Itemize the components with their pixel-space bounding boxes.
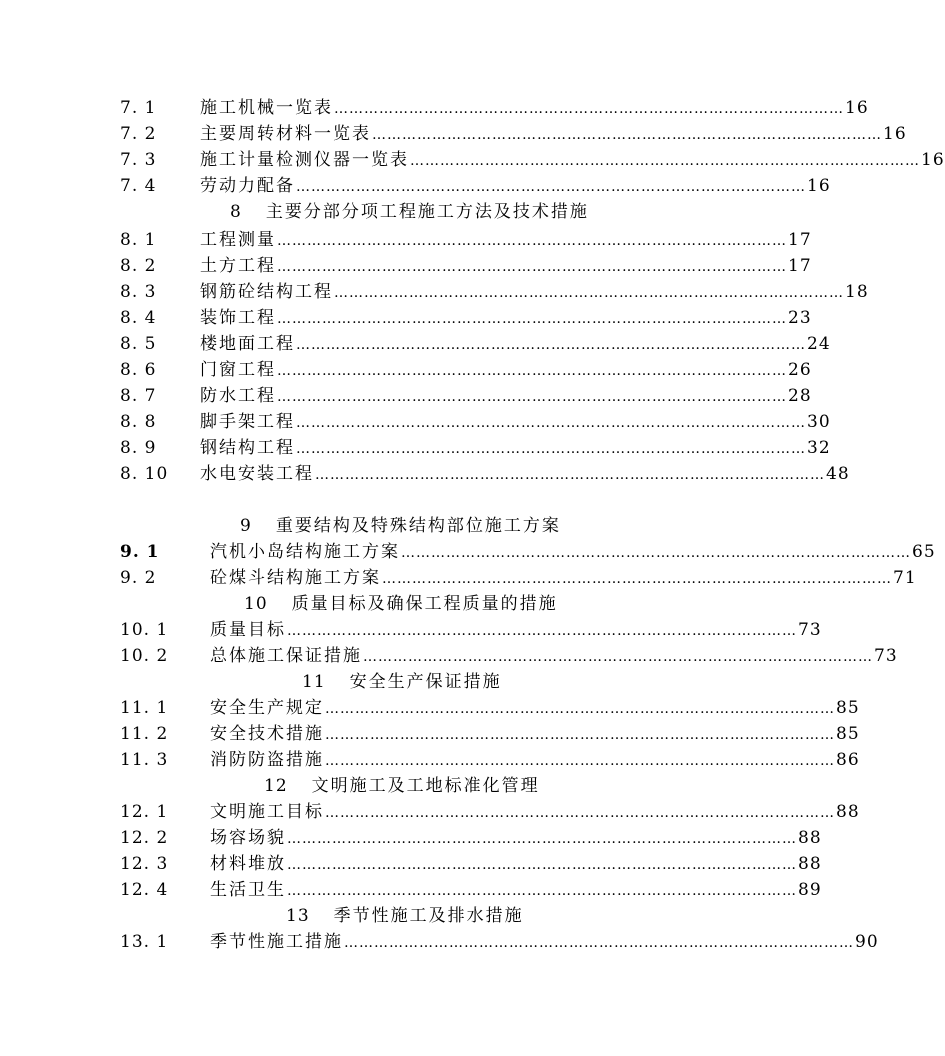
entry-number: 10. 1	[120, 620, 169, 640]
entry-title: 钢结构工程	[200, 438, 295, 458]
entry-title: 施工机械一览表	[200, 98, 333, 118]
section-heading[interactable]	[240, 514, 561, 538]
toc-entry[interactable]	[120, 878, 822, 902]
entry-title: 场容场貌	[210, 828, 286, 848]
entry-page: 86	[836, 750, 860, 770]
entry-page: 24	[807, 334, 831, 354]
dot-leader: …………………………………………………………………………………………	[287, 857, 797, 873]
toc-entry[interactable]	[120, 174, 831, 198]
toc-entry[interactable]	[120, 462, 850, 486]
entry-title: 文明施工目标	[210, 802, 324, 822]
entry-page: 30	[807, 412, 831, 432]
entry-number: 8. 3	[120, 282, 157, 302]
dot-leader: …………………………………………………………………………………………	[296, 337, 806, 353]
entry-number: 11. 1	[120, 698, 169, 718]
toc-entry[interactable]	[120, 618, 822, 642]
section-heading[interactable]	[302, 670, 502, 694]
entry-title: 劳动力配备	[200, 176, 295, 196]
entry-title: 季节性施工措施	[210, 932, 343, 952]
toc-entry[interactable]	[120, 96, 869, 120]
toc-entry[interactable]	[120, 436, 831, 460]
dot-leader: …………………………………………………………………………………………	[287, 623, 797, 639]
entry-title: 水电安装工程	[200, 464, 314, 484]
entry-title: 楼地面工程	[200, 334, 295, 354]
entry-number: 7. 1	[120, 98, 157, 118]
toc-entry[interactable]	[120, 852, 822, 876]
entry-page: 16	[807, 176, 831, 196]
entry-page: 32	[807, 438, 831, 458]
entry-title: 安全生产规定	[210, 698, 324, 718]
dot-leader: …………………………………………………………………………………………	[334, 101, 844, 117]
heading-number: 8	[230, 202, 242, 222]
dot-leader: …………………………………………………………………………………………	[296, 441, 806, 457]
dot-leader: …………………………………………………………………………………………	[315, 467, 825, 483]
dot-leader: …………………………………………………………………………………………	[287, 831, 797, 847]
toc-entry[interactable]	[120, 826, 822, 850]
dot-leader: …………………………………………………………………………………………	[410, 153, 920, 169]
heading-number: 13	[286, 906, 310, 926]
entry-page: 26	[788, 360, 812, 380]
entry-number: 13. 1	[120, 932, 169, 952]
section-heading[interactable]	[230, 200, 589, 224]
entry-title: 砼煤斗结构施工方案	[210, 568, 381, 588]
entry-page: 88	[836, 802, 860, 822]
section-heading[interactable]	[286, 904, 524, 928]
dot-leader: …………………………………………………………………………………………	[372, 127, 882, 143]
heading-number: 11	[302, 672, 326, 692]
entry-page: 71	[893, 568, 917, 588]
entry-number: 7. 3	[120, 150, 157, 170]
entry-title: 土方工程	[200, 256, 276, 276]
toc-entry[interactable]	[120, 254, 812, 278]
toc-entry[interactable]	[120, 306, 812, 330]
entry-title: 施工计量检测仪器一览表	[200, 150, 409, 170]
dot-leader: …………………………………………………………………………………………	[344, 935, 854, 951]
entry-number: 12. 4	[120, 880, 169, 900]
dot-leader: …………………………………………………………………………………………	[277, 363, 787, 379]
entry-number: 8. 6	[120, 360, 157, 380]
entry-page: 85	[836, 698, 860, 718]
entry-number: 8. 2	[120, 256, 157, 276]
entry-number: 12. 1	[120, 802, 169, 822]
entry-number: 8. 5	[120, 334, 157, 354]
toc-entry[interactable]	[120, 280, 869, 304]
dot-leader: …………………………………………………………………………………………	[277, 389, 787, 405]
dot-leader: …………………………………………………………………………………………	[401, 545, 911, 561]
heading-title: 安全生产保证措施	[349, 672, 502, 692]
entry-number: 8. 8	[120, 412, 157, 432]
toc-entry[interactable]	[120, 566, 917, 590]
entry-number: 8. 10	[120, 464, 169, 484]
toc-entry[interactable]	[120, 228, 812, 252]
entry-title: 脚手架工程	[200, 412, 295, 432]
dot-leader: …………………………………………………………………………………………	[325, 805, 835, 821]
dot-leader: …………………………………………………………………………………………	[325, 701, 835, 717]
entry-title: 钢筋砼结构工程	[200, 282, 333, 302]
entry-page: 18	[845, 282, 869, 302]
heading-title: 主要分部分项工程施工方法及技术措施	[265, 202, 589, 222]
toc-entry[interactable]	[120, 696, 860, 720]
entry-number: 8. 1	[120, 230, 157, 250]
dot-leader: …………………………………………………………………………………………	[334, 285, 844, 301]
entry-page: 16	[921, 150, 945, 170]
entry-number: 11. 2	[120, 724, 169, 744]
dot-leader: …………………………………………………………………………………………	[382, 571, 892, 587]
entry-page: 23	[788, 308, 812, 328]
entry-page: 89	[798, 880, 822, 900]
entry-page: 73	[874, 646, 898, 666]
toc-entry[interactable]	[120, 930, 879, 954]
dot-leader: …………………………………………………………………………………………	[277, 233, 787, 249]
entry-title: 主要周转材料一览表	[200, 124, 371, 144]
dot-leader: …………………………………………………………………………………………	[296, 415, 806, 431]
heading-title: 季节性施工及排水措施	[333, 906, 524, 926]
entry-page: 16	[845, 98, 869, 118]
dot-leader: …………………………………………………………………………………………	[363, 649, 873, 665]
toc-entry[interactable]	[120, 540, 936, 564]
toc-entry[interactable]	[120, 722, 860, 746]
heading-number: 12	[264, 776, 288, 796]
entry-title: 总体施工保证措施	[210, 646, 362, 666]
entry-title: 生活卫生	[210, 880, 286, 900]
entry-number: 9. 2	[120, 568, 157, 588]
section-heading[interactable]	[244, 592, 558, 616]
entry-title: 工程测量	[200, 230, 276, 250]
dot-leader: …………………………………………………………………………………………	[325, 753, 835, 769]
toc-entry[interactable]	[120, 644, 898, 668]
section-heading[interactable]	[264, 774, 540, 798]
entry-number: 9. 1	[120, 542, 160, 562]
heading-number: 10	[244, 594, 268, 614]
entry-title: 质量目标	[210, 620, 286, 640]
entry-number: 7. 4	[120, 176, 157, 196]
entry-page: 28	[788, 386, 812, 406]
entry-page: 17	[788, 230, 812, 250]
entry-number: 12. 2	[120, 828, 169, 848]
dot-leader: …………………………………………………………………………………………	[287, 883, 797, 899]
entry-number: 8. 9	[120, 438, 157, 458]
entry-page: 88	[798, 828, 822, 848]
entry-number: 8. 4	[120, 308, 157, 328]
dot-leader: …………………………………………………………………………………………	[325, 727, 835, 743]
entry-page: 65	[912, 542, 936, 562]
dot-leader: …………………………………………………………………………………………	[277, 259, 787, 275]
entry-number: 12. 3	[120, 854, 169, 874]
entry-page: 90	[855, 932, 879, 952]
entry-page: 16	[883, 124, 907, 144]
entry-page: 88	[798, 854, 822, 874]
entry-number: 11. 3	[120, 750, 169, 770]
heading-title: 文明施工及工地标准化管理	[311, 776, 540, 796]
entry-title: 装饰工程	[200, 308, 276, 328]
entry-title: 汽机小岛结构施工方案	[210, 542, 400, 562]
toc-entry[interactable]	[120, 148, 945, 172]
toc-entry[interactable]	[120, 358, 812, 382]
heading-number: 9	[240, 516, 252, 536]
entry-page: 48	[826, 464, 850, 484]
toc-entry[interactable]	[120, 410, 831, 434]
toc-entry[interactable]	[120, 748, 860, 772]
entry-page: 73	[798, 620, 822, 640]
entry-title: 防水工程	[200, 386, 276, 406]
entry-number: 10. 2	[120, 646, 169, 666]
dot-leader: …………………………………………………………………………………………	[296, 179, 806, 195]
entry-title: 安全技术措施	[210, 724, 324, 744]
toc-entry[interactable]	[120, 122, 907, 146]
entry-title: 材料堆放	[210, 854, 286, 874]
entry-number: 8. 7	[120, 386, 157, 406]
toc-entry[interactable]	[120, 332, 831, 356]
toc-entry[interactable]	[120, 384, 812, 408]
toc-entry[interactable]	[120, 800, 860, 824]
dot-leader: …………………………………………………………………………………………	[277, 311, 787, 327]
entry-title: 门窗工程	[200, 360, 276, 380]
entry-page: 85	[836, 724, 860, 744]
entry-page: 17	[788, 256, 812, 276]
entry-number: 7. 2	[120, 124, 157, 144]
heading-title: 重要结构及特殊结构部位施工方案	[275, 516, 561, 536]
heading-title: 质量目标及确保工程质量的措施	[291, 594, 558, 614]
entry-title: 消防防盗措施	[210, 750, 324, 770]
